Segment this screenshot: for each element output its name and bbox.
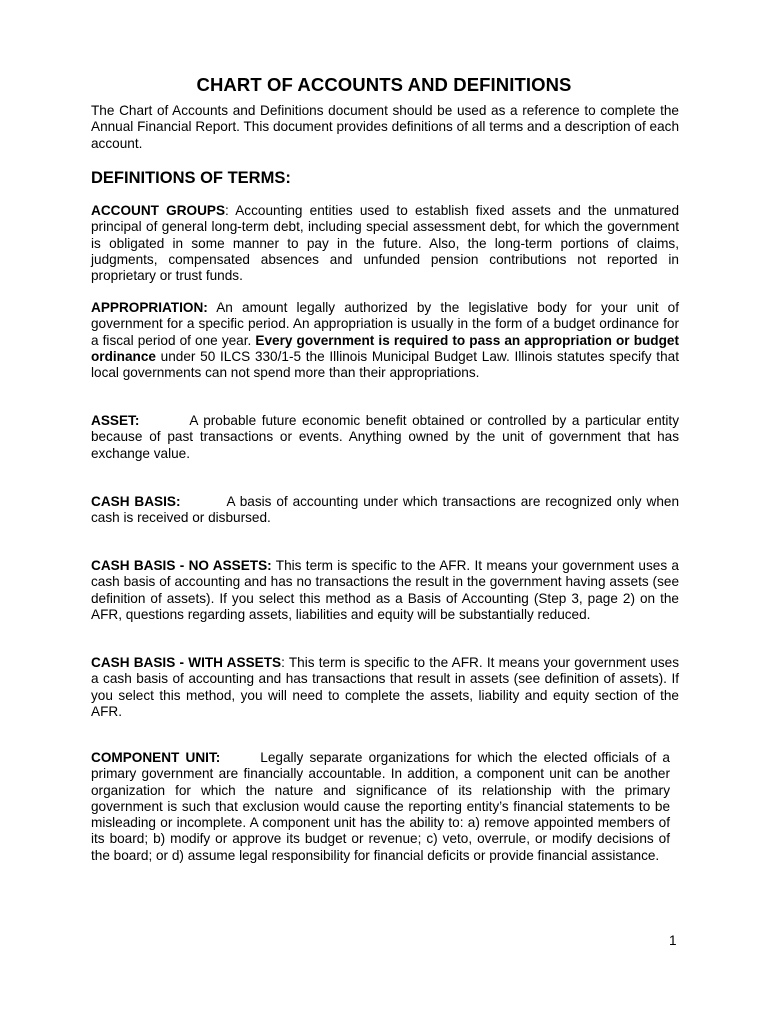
definition-bold-text: Every government is required to pass an appropriation or budget ordinance	[91, 332, 679, 364]
definition-separator: :	[225, 203, 229, 218]
definition-text: A basis of accounting under which transactions are recognized only when cash is received or disbursed.	[91, 494, 679, 526]
definition-cash-basis-with-assets	[91, 655, 679, 720]
definition-cash-basis-no-assets	[91, 558, 679, 623]
definition-separator: :	[281, 655, 285, 670]
definition-term: APPROPRIATION:	[91, 300, 208, 315]
definition-component-unit	[91, 750, 670, 864]
section-heading: DEFINITIONS OF TERMS:	[91, 169, 291, 187]
document-title: CHART OF ACCOUNTS AND DEFINITIONS	[196, 74, 572, 95]
definition-text: Accounting entities used to establish fixed assets and the unmatured principal of general long-term debt, including special assessment debt, for which the government is obligated in some manner to pay in the future. Also, the long-term portions of claims, judgments, compensated absences and unfunded pension contributions not reported in proprietary or trust funds.	[91, 203, 680, 284]
definition-term: CASH BASIS - NO ASSETS:	[91, 558, 272, 573]
intro-paragraph: The Chart of Accounts and Definitions document should be used as a reference to complete the Annual Financial Report. This document provides definitions of all terms and a description of each account.	[91, 103, 679, 151]
definition-appropriation	[91, 300, 679, 381]
definition-asset	[91, 413, 679, 462]
definition-text: under 50 ILCS 330/1-5 the Illinois Municipal Budget Law. Illinois statutes specify that local governments can not spend more than their appropriations.	[91, 348, 679, 381]
definition-text: An amount legally authorized by the legislative body for your unit of government for a specific period. An appropriation is usually in the form of a budget ordinance for a fiscal period of one year.	[91, 300, 679, 348]
definition-text: A probable future economic benefit obtained or controlled by a particular entity because of past transactions or events. Anything owned by the unit of government that has exchange value.	[91, 413, 679, 461]
page-number: 1	[669, 933, 677, 948]
definition-term: COMPONENT UNIT:	[91, 750, 221, 765]
definition-account-groups	[91, 203, 679, 284]
definition-text: This term is specific to the AFR. It means your government uses a cash basis of accounting and has no transactions the result in the government having assets (see definition of assets). If you select this method as a Basis of Accounting (Step 3, page 2) on the AFR, questions regarding assets, liabilities and equity will be substantially reduced.	[91, 558, 679, 622]
definition-term: ACCOUNT GROUPS	[91, 203, 226, 218]
definition-term: CASH BASIS - WITH ASSETS	[91, 655, 282, 670]
definition-cash-basis	[91, 494, 679, 527]
definition-text: Legally separate organizations for which the elected officials of a primary government are financially accountable. In addition, a component unit can be another organization for which the nature and significance of its relationship with the primary government is such that exclusion would cause the reporting entity’s financial statements to be misleading or incomplete. A component unit has the ability to: a) remove appointed members of its board; b) modify or approve its budget or revenue; c) veto, overrule, or modify decisions of the board; or d) assume legal responsibility for financial deficits or provide financial assistance.	[91, 750, 670, 863]
definition-term: CASH BASIS:	[91, 494, 181, 509]
definition-text: This term is specific to the AFR. It means your government uses a cash basis of accounting and has transactions that result in assets (see definition of assets). If you select this method, you will need to complete the assets, liability and equity section of the AFR.	[91, 655, 679, 719]
definition-term: ASSET:	[91, 413, 140, 428]
